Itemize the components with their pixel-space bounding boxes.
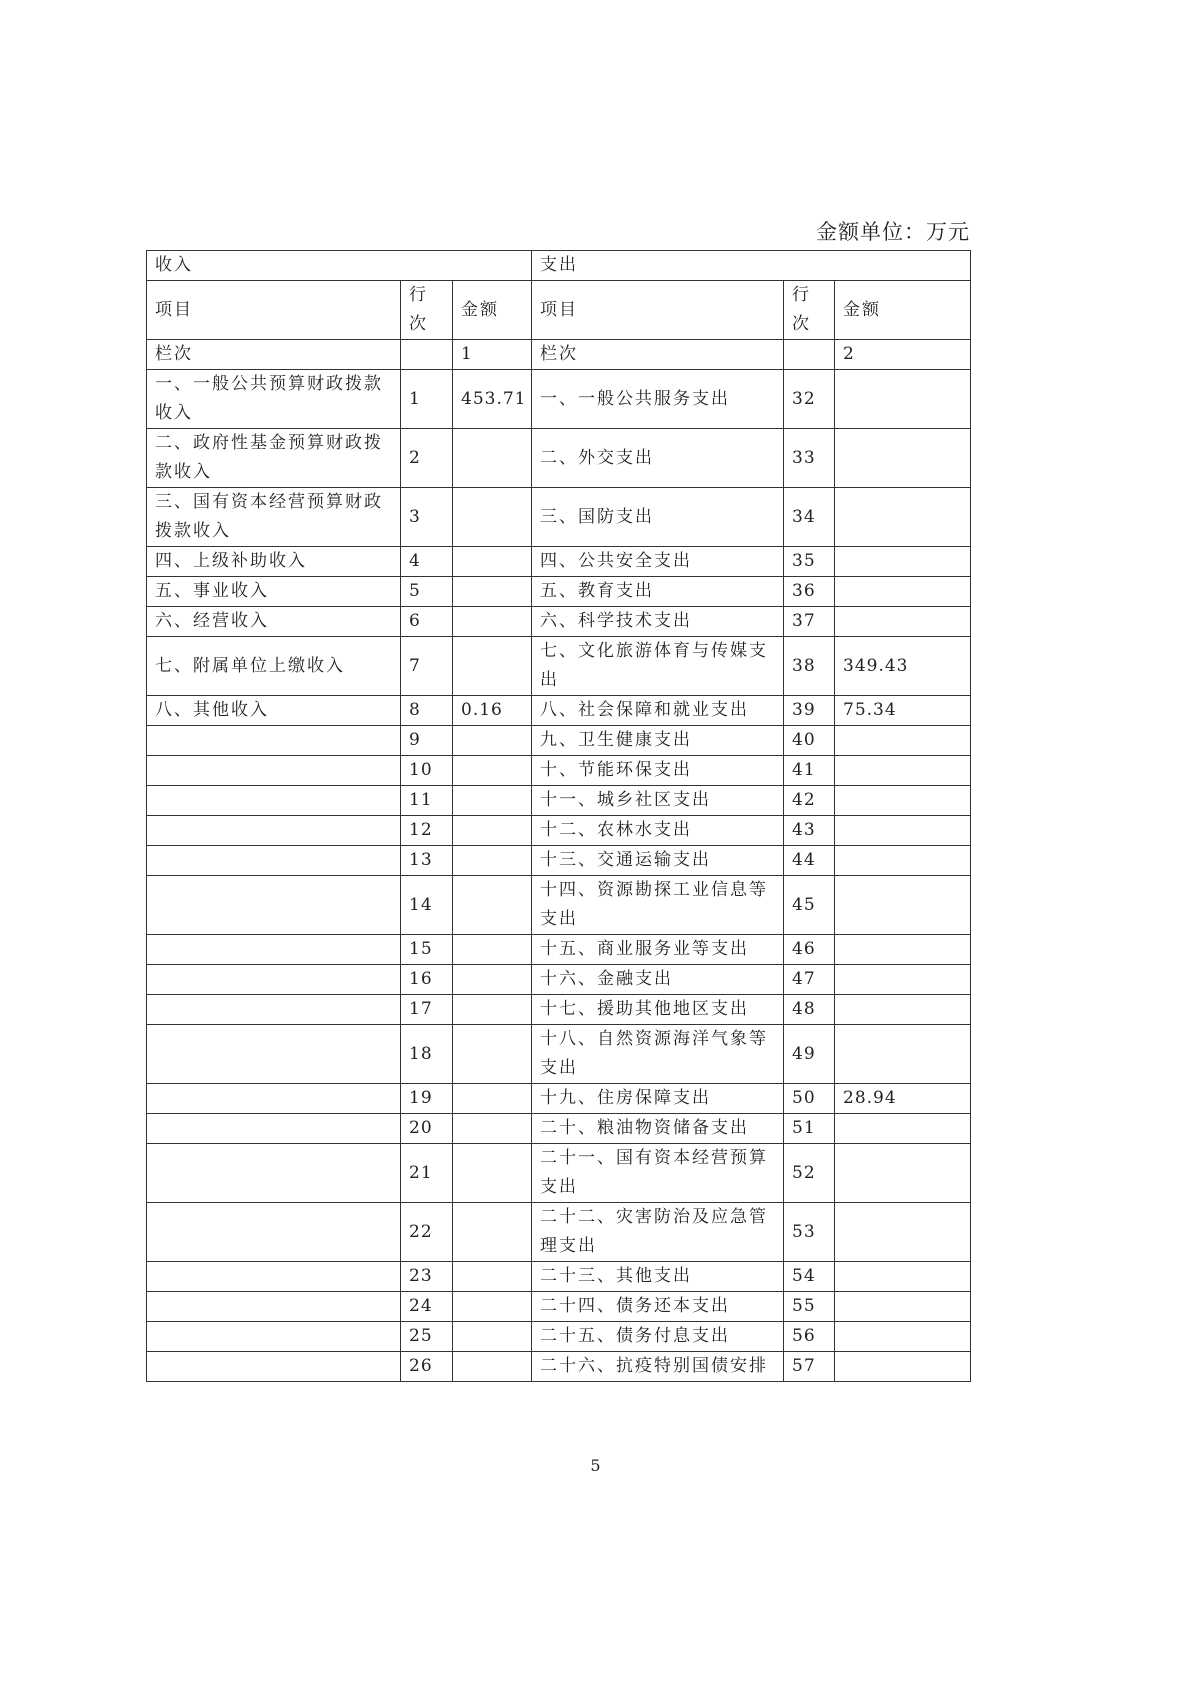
expense-amount-cell xyxy=(835,547,971,577)
income-amount-cell xyxy=(453,607,532,637)
expense-row-no-cell: 32 xyxy=(784,370,835,429)
expense-amount-cell xyxy=(835,786,971,816)
expense-item-cell: 二十、粮油物资储备支出 xyxy=(532,1114,784,1144)
income-amount-cell xyxy=(453,726,532,756)
income-item-cell xyxy=(147,1262,401,1292)
table-row xyxy=(147,786,971,816)
expense-item-cell: 十四、资源勘探工业信息等支出 xyxy=(532,876,784,935)
income-row-no-cell: 12 xyxy=(401,816,453,846)
table-row xyxy=(147,995,971,1025)
row-no-header-top: 行 xyxy=(409,285,428,305)
expense-item-cell: 二十六、抗疫特别国债安排 xyxy=(532,1352,784,1382)
expense-amount-cell xyxy=(835,607,971,637)
expense-amount-cell xyxy=(835,1262,971,1292)
table-row xyxy=(147,488,971,547)
income-item-cell xyxy=(147,1114,401,1144)
expense-amount-cell xyxy=(835,816,971,846)
income-amount-cell xyxy=(453,1144,532,1203)
table-row xyxy=(147,876,971,935)
income-row-no-cell: 13 xyxy=(401,846,453,876)
table-row xyxy=(147,1144,971,1203)
expense-column-blank xyxy=(784,340,835,370)
table-row xyxy=(147,965,971,995)
table-row xyxy=(147,370,971,429)
income-item-cell xyxy=(147,965,401,995)
expense-item-cell: 六、科学技术支出 xyxy=(532,607,784,637)
expense-column-number: 2 xyxy=(835,340,971,370)
income-item-cell: 三、国有资本经营预算财政拨款收入 xyxy=(147,488,401,547)
expense-amount-cell xyxy=(835,965,971,995)
expense-row-no-cell: 53 xyxy=(784,1203,835,1262)
table-row xyxy=(147,846,971,876)
expense-row-no-cell: 40 xyxy=(784,726,835,756)
income-amount-cell: 453.71 xyxy=(453,370,532,429)
income-column-blank xyxy=(401,340,453,370)
expense-section-header: 支出 xyxy=(532,251,971,281)
table-row xyxy=(147,1025,971,1084)
expense-row-no-cell: 54 xyxy=(784,1262,835,1292)
expense-row-no-header xyxy=(784,281,835,340)
expense-item-cell: 十九、住房保障支出 xyxy=(532,1084,784,1114)
expense-amount-cell xyxy=(835,846,971,876)
income-item-cell xyxy=(147,876,401,935)
expense-row-no-cell: 49 xyxy=(784,1025,835,1084)
expense-amount-cell xyxy=(835,876,971,935)
expense-amount-cell xyxy=(835,1025,971,1084)
expense-row-no-cell: 39 xyxy=(784,696,835,726)
income-column-label: 栏次 xyxy=(147,340,401,370)
expense-amount-cell xyxy=(835,1352,971,1382)
table-row xyxy=(147,1352,971,1382)
expense-amount-cell: 349.43 xyxy=(835,637,971,696)
expense-amount-header: 金额 xyxy=(835,281,971,340)
income-amount-cell xyxy=(453,1262,532,1292)
expense-item-cell: 十五、商业服务业等支出 xyxy=(532,935,784,965)
income-row-no-cell: 25 xyxy=(401,1322,453,1352)
expense-row-no-cell: 37 xyxy=(784,607,835,637)
income-item-cell xyxy=(147,1352,401,1382)
expense-amount-cell xyxy=(835,1292,971,1322)
table-row xyxy=(147,1292,971,1322)
expense-row-no-cell: 46 xyxy=(784,935,835,965)
income-row-no-cell: 2 xyxy=(401,429,453,488)
expense-item-header: 项目 xyxy=(532,281,784,340)
income-amount-cell: 0.16 xyxy=(453,696,532,726)
income-item-cell xyxy=(147,1025,401,1084)
income-item-cell xyxy=(147,816,401,846)
table-row xyxy=(147,547,971,577)
expense-item-cell: 八、社会保障和就业支出 xyxy=(532,696,784,726)
income-amount-header: 金额 xyxy=(453,281,532,340)
row-no-header-bottom: 次 xyxy=(409,314,428,334)
income-item-cell xyxy=(147,846,401,876)
expense-amount-cell xyxy=(835,1114,971,1144)
amount-unit-label: 金额单位：万元 xyxy=(816,220,970,244)
expense-row-no-cell: 38 xyxy=(784,637,835,696)
income-row-no-cell: 22 xyxy=(401,1203,453,1262)
expense-amount-cell xyxy=(835,370,971,429)
income-item-header: 项目 xyxy=(147,281,401,340)
column-number-row xyxy=(147,340,971,370)
income-row-no-cell: 21 xyxy=(401,1144,453,1203)
income-amount-cell xyxy=(453,577,532,607)
expense-item-cell: 七、文化旅游体育与传媒支出 xyxy=(532,637,784,696)
income-item-cell xyxy=(147,756,401,786)
income-item-cell: 六、经营收入 xyxy=(147,607,401,637)
expense-amount-cell: 75.34 xyxy=(835,696,971,726)
income-section-header: 收入 xyxy=(147,251,532,281)
income-item-cell xyxy=(147,1292,401,1322)
expense-amount-cell xyxy=(835,1144,971,1203)
income-row-no-cell: 4 xyxy=(401,547,453,577)
income-row-no-cell: 8 xyxy=(401,696,453,726)
expense-row-no-cell: 56 xyxy=(784,1322,835,1352)
income-row-no-cell: 7 xyxy=(401,637,453,696)
expense-item-cell: 十七、援助其他地区支出 xyxy=(532,995,784,1025)
income-amount-cell xyxy=(453,935,532,965)
expense-row-no-cell: 36 xyxy=(784,577,835,607)
income-amount-cell xyxy=(453,995,532,1025)
expense-item-cell: 十六、金融支出 xyxy=(532,965,784,995)
expense-item-cell: 二十四、债务还本支出 xyxy=(532,1292,784,1322)
income-item-cell: 五、事业收入 xyxy=(147,577,401,607)
expense-row-no-cell: 51 xyxy=(784,1114,835,1144)
income-amount-cell xyxy=(453,1203,532,1262)
income-amount-cell xyxy=(453,547,532,577)
income-row-no-cell: 20 xyxy=(401,1114,453,1144)
expense-item-cell: 十八、自然资源海洋气象等支出 xyxy=(532,1025,784,1084)
income-amount-cell xyxy=(453,637,532,696)
expense-row-no-cell: 52 xyxy=(784,1144,835,1203)
income-amount-cell xyxy=(453,1025,532,1084)
income-amount-cell xyxy=(453,965,532,995)
table-row xyxy=(147,1203,971,1262)
page-number: 5 xyxy=(590,1456,601,1475)
expense-row-no-cell: 45 xyxy=(784,876,835,935)
expense-column-label: 栏次 xyxy=(532,340,784,370)
income-item-cell: 七、附属单位上缴收入 xyxy=(147,637,401,696)
expense-item-cell: 十三、交通运输支出 xyxy=(532,846,784,876)
income-column-number: 1 xyxy=(453,340,532,370)
table-row xyxy=(147,726,971,756)
row-no-header-bottom: 次 xyxy=(792,314,812,334)
expense-amount-cell xyxy=(835,995,971,1025)
row-no-header-top: 行 xyxy=(792,285,812,305)
table-row xyxy=(147,1322,971,1352)
income-row-no-cell: 18 xyxy=(401,1025,453,1084)
table-row xyxy=(147,935,971,965)
income-row-no-cell: 11 xyxy=(401,786,453,816)
table-row xyxy=(147,1262,971,1292)
expense-row-no-cell: 35 xyxy=(784,547,835,577)
column-header-row xyxy=(147,281,971,340)
expense-item-cell: 三、国防支出 xyxy=(532,488,784,547)
expense-item-cell: 一、一般公共服务支出 xyxy=(532,370,784,429)
income-item-cell: 四、上级补助收入 xyxy=(147,547,401,577)
income-row-no-cell: 26 xyxy=(401,1352,453,1382)
income-row-no-cell: 24 xyxy=(401,1292,453,1322)
income-row-no-cell: 6 xyxy=(401,607,453,637)
table-row xyxy=(147,1114,971,1144)
income-item-cell xyxy=(147,1322,401,1352)
income-row-no-cell: 1 xyxy=(401,370,453,429)
expense-amount-cell xyxy=(835,429,971,488)
income-item-cell xyxy=(147,726,401,756)
expense-amount-cell: 28.94 xyxy=(835,1084,971,1114)
income-row-no-cell: 15 xyxy=(401,935,453,965)
income-item-cell: 八、其他收入 xyxy=(147,696,401,726)
table-row xyxy=(147,429,971,488)
expense-row-no-cell: 41 xyxy=(784,756,835,786)
income-item-cell xyxy=(147,1084,401,1114)
expense-amount-cell xyxy=(835,1203,971,1262)
expense-amount-cell xyxy=(835,935,971,965)
expense-amount-cell xyxy=(835,756,971,786)
expense-item-cell: 九、卫生健康支出 xyxy=(532,726,784,756)
table-row xyxy=(147,696,971,726)
expense-amount-cell xyxy=(835,726,971,756)
expense-item-cell: 十一、城乡社区支出 xyxy=(532,786,784,816)
income-item-cell: 一、一般公共预算财政拨款收入 xyxy=(147,370,401,429)
expense-row-no-cell: 50 xyxy=(784,1084,835,1114)
income-row-no-cell: 23 xyxy=(401,1262,453,1292)
income-amount-cell xyxy=(453,846,532,876)
expense-item-cell: 五、教育支出 xyxy=(532,577,784,607)
income-expense-table xyxy=(146,250,971,1382)
expense-item-cell: 二十一、国有资本经营预算支出 xyxy=(532,1144,784,1203)
expense-row-no-cell: 33 xyxy=(784,429,835,488)
income-item-cell xyxy=(147,786,401,816)
income-row-no-cell: 3 xyxy=(401,488,453,547)
income-amount-cell xyxy=(453,488,532,547)
income-amount-cell xyxy=(453,1292,532,1322)
expense-item-cell: 二十五、债务付息支出 xyxy=(532,1322,784,1352)
income-amount-cell xyxy=(453,1114,532,1144)
expense-row-no-cell: 43 xyxy=(784,816,835,846)
expense-row-no-cell: 57 xyxy=(784,1352,835,1382)
income-item-cell xyxy=(147,995,401,1025)
income-amount-cell xyxy=(453,1084,532,1114)
expense-item-cell: 四、公共安全支出 xyxy=(532,547,784,577)
expense-amount-cell xyxy=(835,488,971,547)
income-item-cell xyxy=(147,1144,401,1203)
expense-row-no-cell: 34 xyxy=(784,488,835,547)
expense-amount-cell xyxy=(835,1322,971,1352)
expense-item-cell: 二、外交支出 xyxy=(532,429,784,488)
expense-item-cell: 二十二、灾害防治及应急管理支出 xyxy=(532,1203,784,1262)
expense-row-no-cell: 44 xyxy=(784,846,835,876)
expense-amount-cell xyxy=(835,577,971,607)
income-row-no-cell: 19 xyxy=(401,1084,453,1114)
income-item-cell xyxy=(147,935,401,965)
income-row-no-cell: 16 xyxy=(401,965,453,995)
income-row-no-cell: 17 xyxy=(401,995,453,1025)
table-row xyxy=(147,607,971,637)
table-row xyxy=(147,756,971,786)
income-row-no-header xyxy=(401,281,453,340)
expense-row-no-cell: 42 xyxy=(784,786,835,816)
expense-row-no-cell: 55 xyxy=(784,1292,835,1322)
income-amount-cell xyxy=(453,876,532,935)
income-amount-cell xyxy=(453,1352,532,1382)
expense-item-cell: 二十三、其他支出 xyxy=(532,1262,784,1292)
income-amount-cell xyxy=(453,816,532,846)
income-amount-cell xyxy=(453,756,532,786)
income-row-no-cell: 10 xyxy=(401,756,453,786)
expense-row-no-cell: 47 xyxy=(784,965,835,995)
income-amount-cell xyxy=(453,786,532,816)
expense-item-cell: 十二、农林水支出 xyxy=(532,816,784,846)
table-row xyxy=(147,637,971,696)
income-amount-cell xyxy=(453,1322,532,1352)
income-item-cell xyxy=(147,1203,401,1262)
income-row-no-cell: 5 xyxy=(401,577,453,607)
table-row xyxy=(147,1084,971,1114)
expense-row-no-cell: 48 xyxy=(784,995,835,1025)
income-row-no-cell: 9 xyxy=(401,726,453,756)
section-header-row xyxy=(147,251,971,281)
income-item-cell: 二、政府性基金预算财政拨款收入 xyxy=(147,429,401,488)
table-row xyxy=(147,816,971,846)
income-amount-cell xyxy=(453,429,532,488)
table-row xyxy=(147,577,971,607)
income-row-no-cell: 14 xyxy=(401,876,453,935)
expense-item-cell: 十、节能环保支出 xyxy=(532,756,784,786)
